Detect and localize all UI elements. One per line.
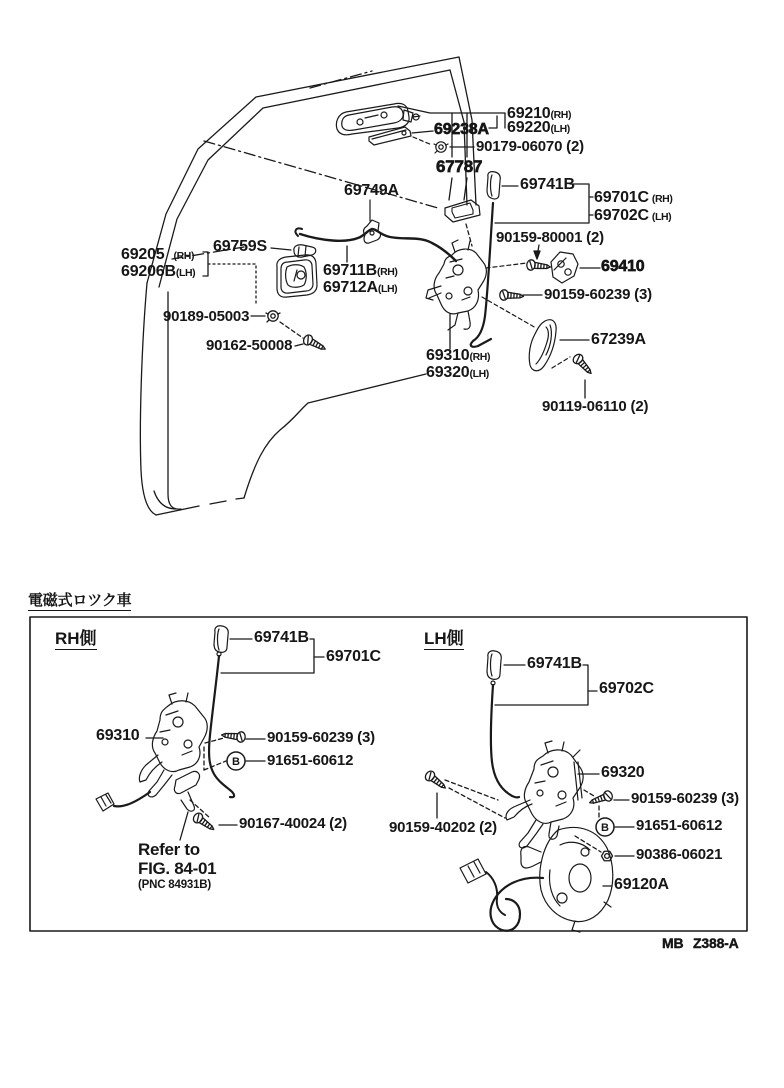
part-label-69210: 69210(RH) [507, 105, 572, 122]
rh-rod [209, 652, 234, 797]
rh-b-marker-letter: B [232, 756, 240, 768]
part-label-69220: 69220(LH) [507, 119, 570, 136]
control-cable-drawing [295, 228, 456, 261]
part-label-69759s: 69759S [213, 238, 267, 255]
figure-code: MB Z388-A [662, 935, 739, 951]
part-label-90119: 90119-06110 (2) [542, 398, 649, 415]
lh-label-90386: 90386-06021 [636, 846, 723, 863]
part-label-69320-top: 69320(LH) [426, 364, 489, 381]
lh-label-69741b: 69741B [527, 655, 582, 672]
screw-80001-glyph [526, 259, 551, 272]
screw-90119-glyph [571, 352, 595, 377]
snap-clip-drawing [271, 245, 316, 257]
rh-label-69741b: 69741B [254, 629, 309, 646]
bezel-drawing [277, 255, 317, 297]
part-label-69712a: 69712A(LH) [323, 279, 398, 296]
rh-side-heading: RH側 [55, 629, 97, 648]
rh-leader-refer [180, 812, 188, 840]
clip-90189-glyph [266, 311, 280, 322]
rh-refer-line3: (PNC 84931B) [138, 879, 212, 891]
door-outline [140, 57, 476, 515]
lh-label-91651: 91651-60612 [636, 817, 723, 834]
part-label-90179: 90179-06070 (2) [476, 138, 584, 155]
part-label-67239a: 67239A [591, 331, 646, 348]
rh-label-60239: 90159-60239 (3) [267, 729, 375, 746]
striker-drawing [551, 252, 600, 283]
leader-80001 [534, 245, 540, 259]
part-label-69238a: 69238A [434, 121, 489, 138]
grommet-90179 [434, 142, 448, 153]
cylinder-pad-drawing [487, 172, 518, 199]
rh-label-91651: 91651-60612 [267, 752, 354, 769]
lh-label-40202: 90159-40202 (2) [389, 819, 497, 836]
lh-actuator-drawing [460, 827, 613, 932]
part-label-69205: 69205 (RH) [121, 246, 195, 263]
part-label-69701c-top: 69701C (RH) [594, 189, 673, 206]
handle-pad-drawing [369, 127, 432, 145]
lh-b-marker-letter: B [601, 822, 609, 834]
rh-lock-assembly [96, 693, 207, 811]
part-label-69741b-top: 69741B [520, 176, 575, 193]
screw-90162-glyph [302, 333, 328, 353]
part-label-69711b: 69711B(RH) [323, 262, 398, 279]
rh-screw-60239-glyph [221, 730, 246, 743]
rh-label-69310: 69310 [96, 727, 140, 744]
part-label-69702c-top: 69702C (LH) [594, 207, 672, 224]
lh-pad-drawing [487, 651, 525, 680]
lh-label-69120a: 69120A [614, 876, 669, 893]
rh-label-90167: 90167-40024 (2) [239, 815, 347, 832]
lh-screw-40202-glyph [423, 769, 448, 792]
rh-refer-line2: FIG. 84-01 [138, 859, 217, 878]
lh-label-69320: 69320 [601, 764, 645, 781]
dash-90189 [280, 322, 303, 338]
rh-screw-90167-glyph [192, 811, 217, 833]
part-label-90159-60239-top: 90159-60239 (3) [544, 286, 652, 303]
rh-pad-drawing [214, 626, 252, 653]
part-label-69206b: 69206B(LH) [121, 263, 196, 280]
rh-refer-line1: Refer to [138, 840, 200, 859]
lh-lock-assembly [506, 741, 583, 848]
lock-assembly-top [426, 240, 536, 330]
part-label-69749a: 69749A [344, 182, 399, 199]
bellcrank-drawing [364, 200, 381, 243]
leader-90162 [295, 344, 303, 346]
bottom-section-title: 電磁式ロツク車 [28, 592, 132, 609]
lh-side-heading: LH側 [424, 629, 464, 648]
part-label-90159-80001: 90159-80001 (2) [496, 229, 604, 246]
part-label-69410: 69410 [601, 258, 645, 275]
screw-60239-glyph [499, 290, 523, 302]
part-label-67787: 67787 [436, 157, 483, 176]
lh-label-69702c: 69702C [599, 680, 654, 697]
lh-rod [491, 681, 519, 797]
bracket-69205 [203, 252, 256, 304]
lock-link-rod [471, 203, 493, 347]
part-label-90162: 90162-50008 [206, 337, 293, 354]
part-label-90189: 90189-05003 [163, 308, 250, 325]
part-label-69310-top: 69310(RH) [426, 347, 491, 364]
rh-label-69701c: 69701C [326, 648, 381, 665]
lh-label-60239: 90159-60239 (3) [631, 790, 739, 807]
lh-screw-60239-glyph [588, 790, 614, 808]
